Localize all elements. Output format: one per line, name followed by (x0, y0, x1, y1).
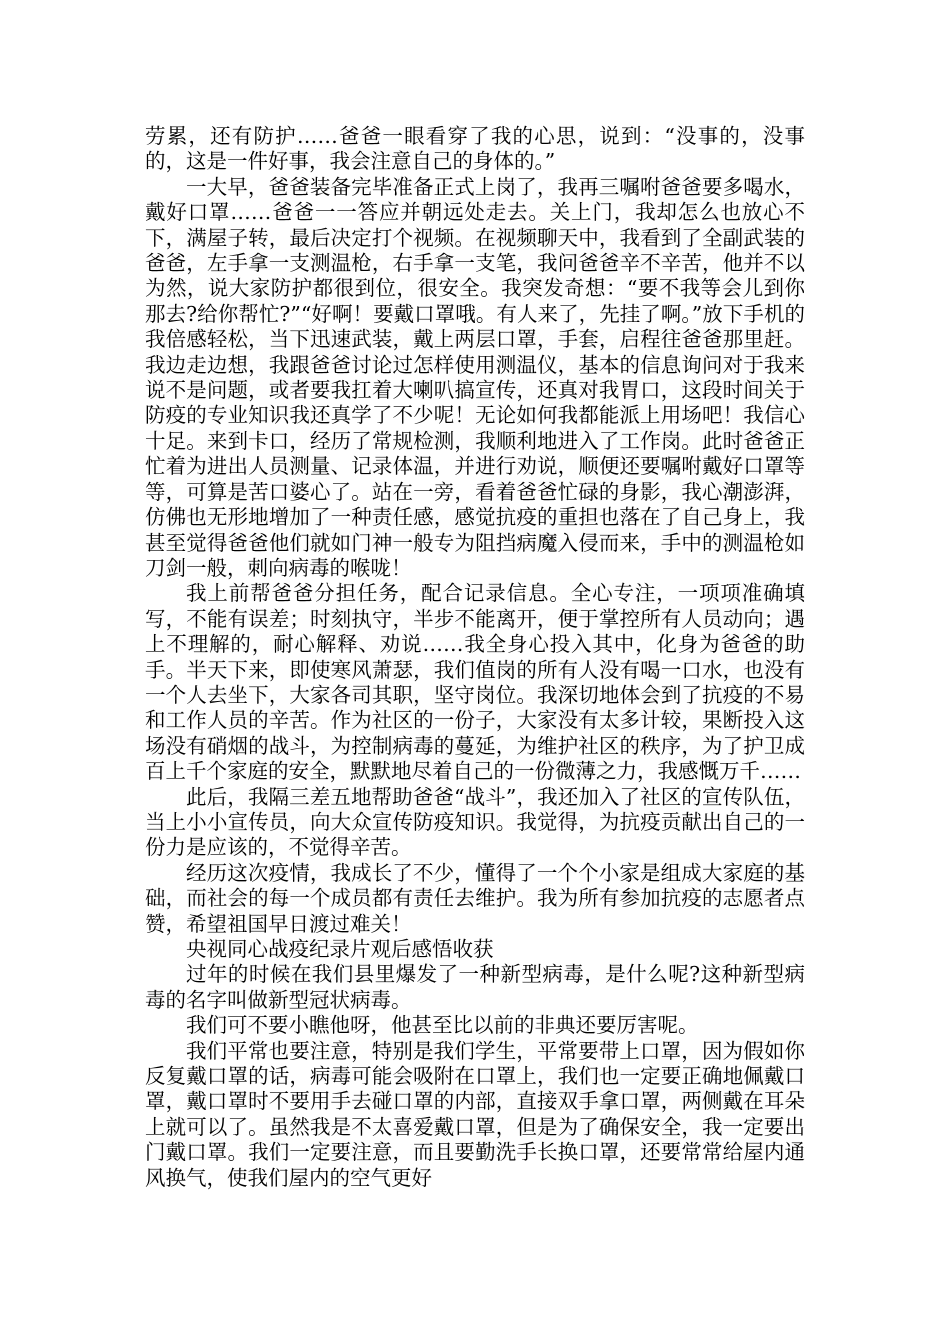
paragraph: 经历这次疫情，我成长了不少，懂得了一个个小家是组成大家庭的基础，而社会的每一个成员都有责任去维护。我为所有参加抗疫的志愿者点赞，希望祖国早日渡过难关！ (145, 860, 805, 936)
paragraph: 一大早，爸爸装备完毕准备正式上岗了，我再三嘱咐爸爸要多喝水，戴好口罩……爸爸一一答应并朝远处走去。关上门，我却怎么也放心不下，满屋子转，最后决定打个视频。在视频聊天中，我看到了全副武装的爸爸，左手拿一支测温枪，右手拿一支笔，我问爸爸辛不辛苦，他并不以为然，说大家防护都很到位，很安全。我突发奇想：“要不我等会儿到你那去?给你帮忙?”“好啊！要戴口罩哦。有人来了，先挂了啊。”放下手机的我倍感轻松，当下迅速武装，戴上两层口罩，手套，启程往爸爸那里赶。我边走边想，我跟爸爸讨论过怎样使用测温仪，基本的信息询问对于我来说不是问题，或者要我扛着大喇叭搞宣传，还真对我胃口，这段时间关于防疫的专业知识我还真学了不少呢！无论如何我都能派上用场吧！我信心十足。来到卡口，经历了常规检测，我顺利地进入了工作岗。此时爸爸正忙着为进出人员测量、记录体温，并进行劝说，顺便还要嘱咐戴好口罩等等，可算是苦口婆心了。站在一旁，看着爸爸忙碌的身影，我心潮澎湃，仿佛也无形地增加了一种责任感，感觉抗疫的重担也落在了自己身上，我甚至觉得爸爸他们就如门神一般专为阻挡病魔入侵而来，手中的测温枪如刀剑一般，刺向病毒的喉咙！ (145, 174, 805, 580)
section-title: 央视同心战疫纪录片观后感悟收获 (186, 937, 494, 961)
paragraph: 我们平常也要注意，特别是我们学生，平常要带上口罩，因为假如你反复戴口罩的话，病毒可能会吸附在口罩上，我们也一定要正确地佩戴口罩，戴口罩时不要用手去碰口罩的内部，直接双手拿口罩，两侧戴在耳朵上就可以了。虽然我是不太喜爱戴口罩，但是为了确保安全，我一定要出门戴口罩。我们一定要注意，而且要勤洗手长换口罩，还要常常给屋内通风换气，使我们屋内的空气更好 (145, 1038, 805, 1190)
paragraph: 过年的时候在我们县里爆发了一种新型病毒，是什么呢?这种新型病毒的名字叫做新型冠状病毒。 (145, 962, 805, 1012)
paragraph: 此后，我隔三差五地帮助爸爸“战斗”，我还加入了社区的宣传队伍，当上小小宣传员，向大众宣传防疫知识。我觉得，为抗疫贡献出自己的一份力是应该的，不觉得辛苦。 (145, 784, 805, 860)
paragraph-continued: 劳累，还有防护……爸爸一眼看穿了我的心思，说到：“没事的，没事的，这是一件好事，我会注意自己的身体的。” (145, 124, 805, 174)
paragraph: 我们可不要小瞧他呀，他甚至比以前的非典还要厉害呢。 (186, 1013, 699, 1038)
paragraph: 我上前帮爸爸分担任务，配合记录信息。全心专注，一项项准确填写，不能有误差；时刻执守，半步不能离开，便于掌控所有人员动向；遇上不理解的，耐心解释、劝说……我全身心投入其中，化身为爸爸的助手。半天下来，即使寒风萧瑟，我们值岗的所有人没有喝一口水，也没有一个人去坐下，大家各司其职，坚守岗位。我深切地体会到了抗疫的不易和工作人员的辛苦。作为社区的一份子，大家没有太多计较，果断投入这场没有硝烟的战斗，为控制病毒的蔓延，为维护社区的秩序，为了护卫成百上千个家庭的安全，默默地尽着自己的一份微薄之力，我感慨万千…… (145, 581, 805, 784)
document-body (145, 124, 805, 1191)
